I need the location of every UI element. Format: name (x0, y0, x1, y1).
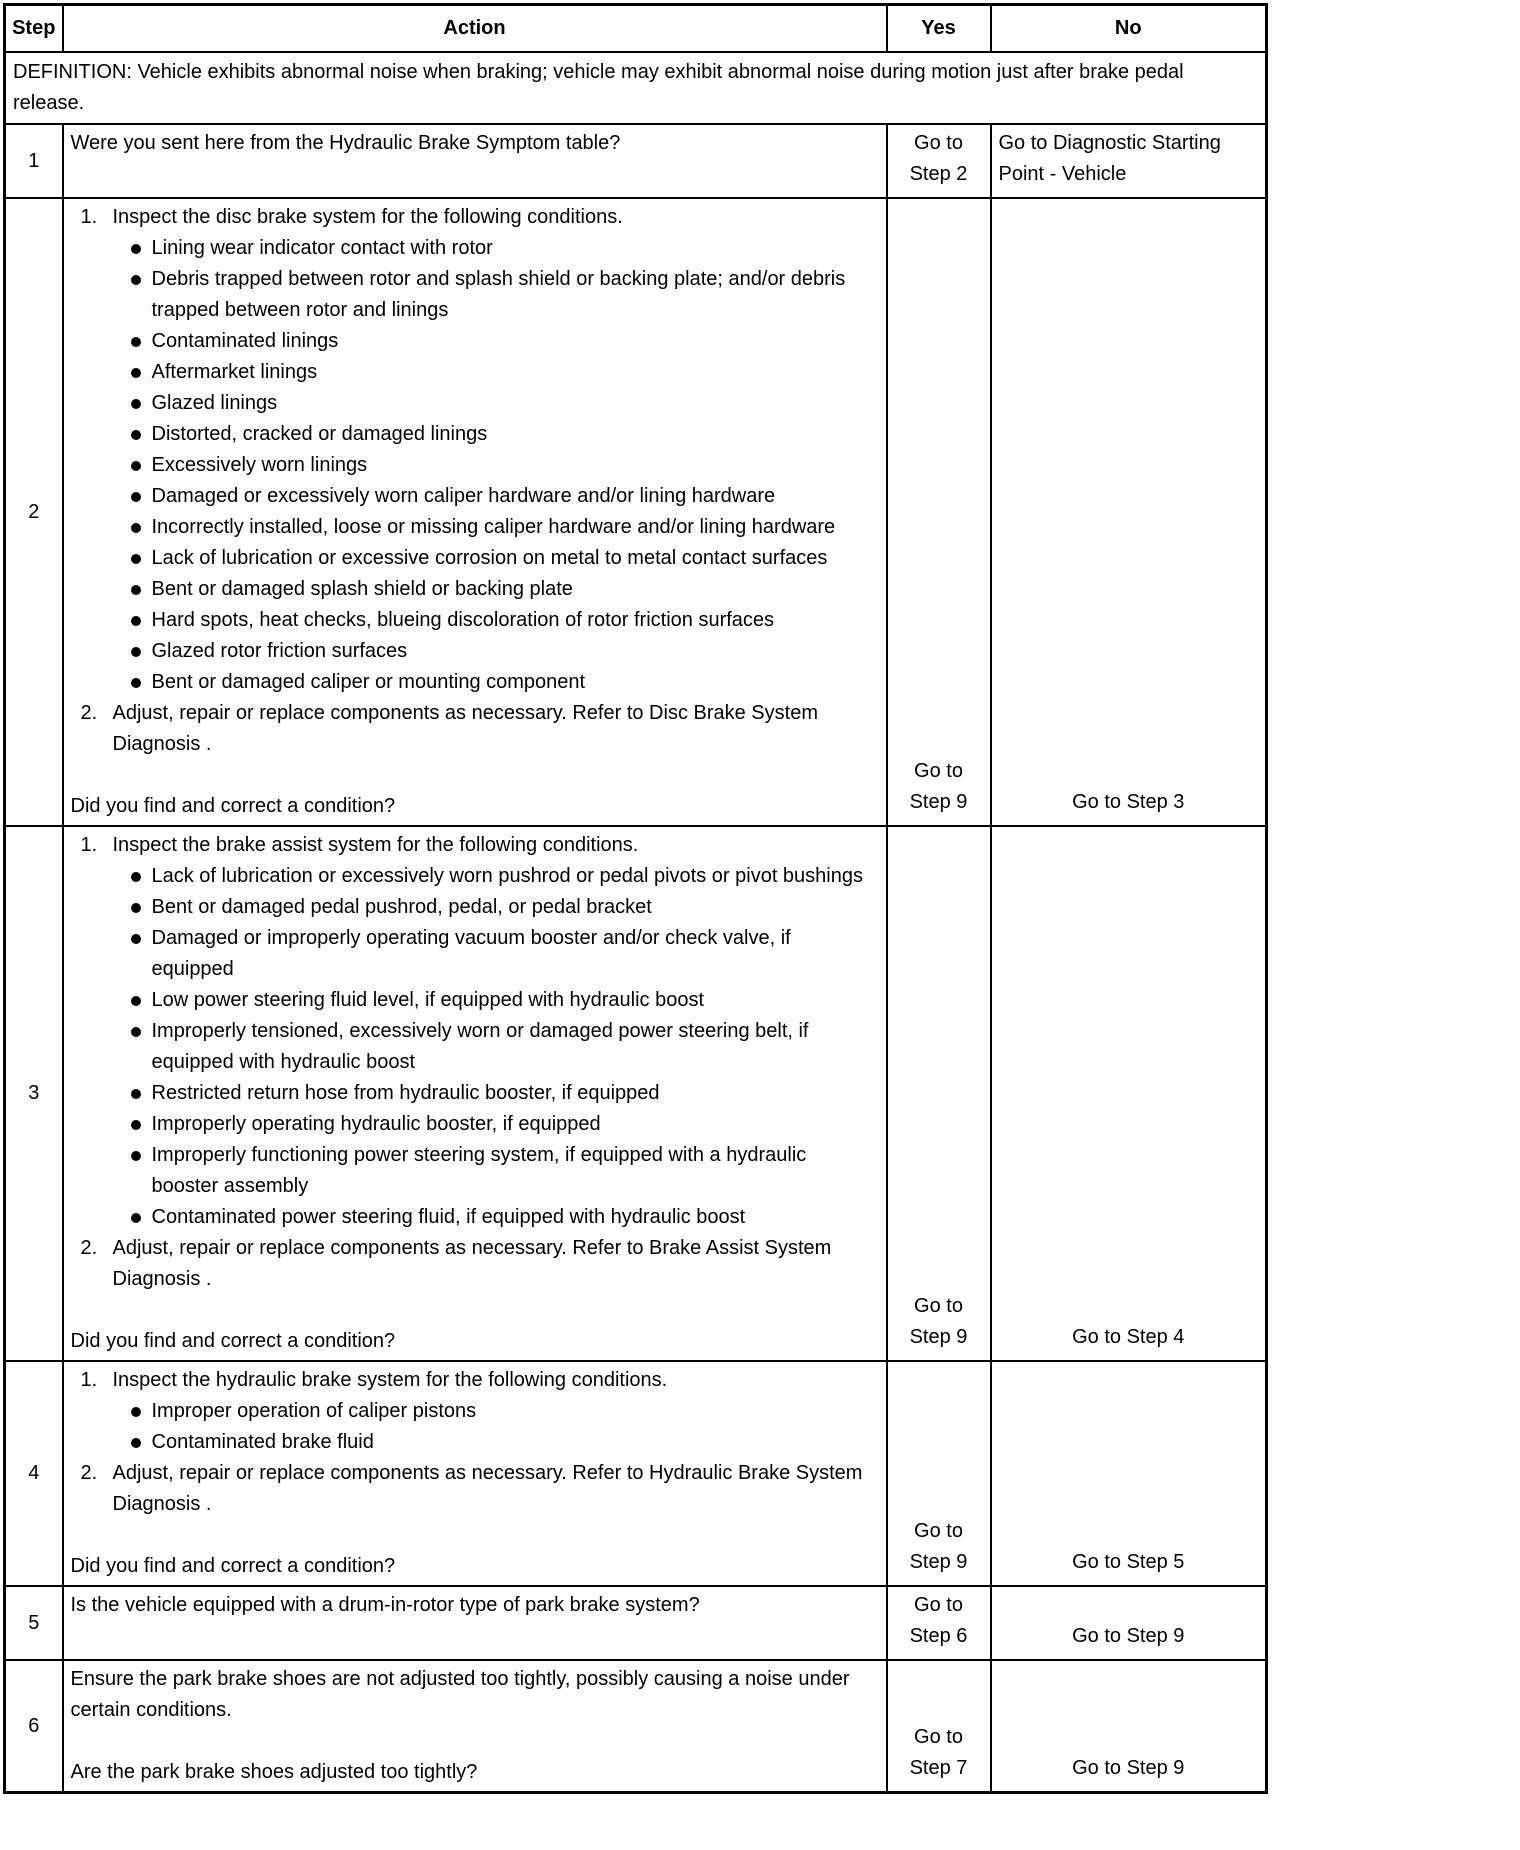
bullet-item (131, 419, 879, 450)
header-step: Step (5, 5, 63, 53)
question-text: Did you find and correct a condition? (70, 795, 396, 817)
bullet-text: Glazed linings (151, 392, 278, 414)
table-header-row (5, 5, 1267, 53)
no-cell: Go to Step 3 (991, 198, 1267, 826)
item-number: 2. (80, 702, 98, 724)
item-text: Adjust, repair or replace components as necessary. Refer to Disc Brake System Diagnosis . (112, 702, 818, 755)
bullet-item (131, 1109, 879, 1140)
no-cell: Go to Diagnostic Starting Point - Vehicle (991, 124, 1267, 198)
action-cell (63, 1660, 887, 1793)
bullet-text: Restricted return hose from hydraulic booster, if equipped (151, 1082, 660, 1104)
step-cell: 2 (5, 198, 63, 826)
bullet-marker-icon (131, 554, 141, 564)
table-row (5, 826, 1267, 1361)
bullet-marker-icon (131, 368, 141, 378)
step-cell: 4 (5, 1361, 63, 1586)
table-row (5, 198, 1267, 826)
no-cell: Go to Step 5 (991, 1361, 1267, 1586)
bullet-marker-icon (131, 585, 141, 595)
bullet-item (131, 388, 879, 419)
bullet-marker-icon (131, 1027, 141, 1037)
table-row (5, 124, 1267, 198)
item-number: 2. (80, 1462, 98, 1484)
bullet-text: Damaged or excessively worn caliper hardware and/or lining hardware (151, 485, 776, 507)
definition-row (5, 52, 1267, 124)
action-cell (63, 1586, 887, 1660)
bullet-item (131, 481, 879, 512)
item-text: Inspect the brake assist system for the following conditions. (112, 834, 639, 856)
table-row (5, 1361, 1267, 1586)
numbered-item (81, 830, 879, 861)
step-cell: 3 (5, 826, 63, 1361)
bullet-item (131, 574, 879, 605)
bullet-item (131, 985, 879, 1016)
bullet-text: Lack of lubrication or excessive corrosion on metal to metal contact surfaces (151, 547, 828, 569)
bullet-text: Contaminated linings (151, 330, 339, 352)
action-text: Is the vehicle equipped with a drum-in-rotor type of park brake system? (70, 1594, 700, 1616)
bullet-item (131, 233, 879, 264)
bullet-marker-icon (131, 337, 141, 347)
table-row (5, 1586, 1267, 1660)
question-text: Did you find and correct a condition? (70, 1330, 396, 1352)
bullet-item (131, 667, 879, 698)
bullet-text: Improperly operating hydraulic booster, if equipped (151, 1113, 601, 1135)
bullet-marker-icon (131, 903, 141, 913)
bullet-text: Damaged or improperly operating vacuum booster and/or check valve, if equipped (151, 927, 791, 980)
bullet-item (131, 923, 879, 985)
header-yes: Yes (887, 5, 991, 53)
action-text: Were you sent here from the Hydraulic Brake Symptom table? (70, 132, 621, 154)
no-cell: Go to Step 4 (991, 826, 1267, 1361)
step-cell: 6 (5, 1660, 63, 1793)
bullet-marker-icon (131, 1089, 141, 1099)
bullet-text: Improperly functioning power steering system, if equipped with a hydraulic booster assembly (151, 1144, 807, 1197)
bullet-text: Incorrectly installed, loose or missing caliper hardware and/or lining hardware (151, 516, 836, 538)
bullet-marker-icon (131, 934, 141, 944)
bullet-text: Debris trapped between rotor and splash shield or backing plate; and/or debris trapped between rotor and linings (151, 268, 846, 321)
bullet-marker-icon (131, 647, 141, 657)
action-cell (63, 198, 887, 826)
bullet-item (131, 892, 879, 923)
action-cell (63, 124, 887, 198)
bullet-item (131, 512, 879, 543)
yes-cell: Go to Step 9 (887, 198, 991, 826)
header-no: No (991, 5, 1267, 53)
question-text: Did you find and correct a condition? (70, 1555, 396, 1577)
yes-cell: Go to Step 9 (887, 826, 991, 1361)
yes-cell: Go to Step 6 (887, 1586, 991, 1660)
no-cell: Go to Step 9 (991, 1660, 1267, 1793)
bullet-text: Glazed rotor friction surfaces (151, 640, 408, 662)
bullet-marker-icon (131, 1120, 141, 1130)
bullet-item (131, 1427, 879, 1458)
bullet-marker-icon (131, 430, 141, 440)
bullet-marker-icon (131, 461, 141, 471)
bullet-item (131, 326, 879, 357)
bullet-item (131, 636, 879, 667)
bullet-item (131, 1078, 879, 1109)
bullet-marker-icon (131, 492, 141, 502)
table-header (5, 5, 1267, 53)
bullet-item (131, 1140, 879, 1202)
bullet-marker-icon (131, 244, 141, 254)
yes-cell: Go to Step 2 (887, 124, 991, 198)
numbered-item (81, 1233, 879, 1295)
yes-cell: Go to Step 9 (887, 1361, 991, 1586)
bullet-item (131, 605, 879, 636)
bullet-item (131, 1396, 879, 1427)
bullet-marker-icon (131, 399, 141, 409)
yes-cell: Go to Step 7 (887, 1660, 991, 1793)
item-number: 1. (80, 834, 98, 856)
no-cell: Go to Step 9 (991, 1586, 1267, 1660)
bullet-text: Bent or damaged splash shield or backing plate (151, 578, 573, 600)
bullet-marker-icon (131, 1151, 141, 1161)
question-text: Are the park brake shoes adjusted too tightly? (70, 1761, 478, 1783)
bullet-item (131, 450, 879, 481)
action-cell (63, 826, 887, 1361)
bullet-text: Lining wear indicator contact with rotor (151, 237, 493, 259)
bullet-text: Contaminated power steering fluid, if equipped with hydraulic boost (151, 1206, 746, 1228)
item-number: 1. (80, 1369, 98, 1391)
bullet-item (131, 543, 879, 574)
bullet-marker-icon (131, 616, 141, 626)
item-text: Adjust, repair or replace components as necessary. Refer to Hydraulic Brake System Diagnosis . (112, 1462, 863, 1515)
item-text: Inspect the disc brake system for the following conditions. (112, 206, 623, 228)
bullet-text: Contaminated brake fluid (151, 1431, 374, 1453)
header-action: Action (63, 5, 887, 53)
bullet-marker-icon (131, 523, 141, 533)
bullet-marker-icon (131, 1213, 141, 1223)
bullet-text: Distorted, cracked or damaged linings (151, 423, 488, 445)
step-cell: 5 (5, 1586, 63, 1660)
bullet-marker-icon (131, 1407, 141, 1417)
numbered-item (81, 1365, 879, 1396)
item-number: 1. (80, 206, 98, 228)
bullet-text: Improperly tensioned, excessively worn or damaged power steering belt, if equipped with hydraulic boost (151, 1020, 809, 1073)
item-text: Adjust, repair or replace components as necessary. Refer to Brake Assist System Diagnosis . (112, 1237, 832, 1290)
bullet-text: Hard spots, heat checks, blueing discoloration of rotor friction surfaces (151, 609, 775, 631)
bullet-item (131, 1016, 879, 1078)
bullet-marker-icon (131, 1438, 141, 1448)
action-text: Ensure the park brake shoes are not adjusted too tightly, possibly causing a noise under certain conditions. (70, 1668, 850, 1721)
numbered-item (81, 698, 879, 760)
table-body (5, 52, 1267, 1793)
bullet-marker-icon (131, 872, 141, 882)
bullet-marker-icon (131, 678, 141, 688)
action-cell (63, 1361, 887, 1586)
bullet-text: Lack of lubrication or excessively worn pushrod or pedal pivots or pivot bushings (151, 865, 863, 887)
diagnostic-table (3, 3, 1268, 1794)
bullet-marker-icon (131, 996, 141, 1006)
bullet-text: Aftermarket linings (151, 361, 318, 383)
numbered-item (81, 1458, 879, 1520)
definition-text: DEFINITION: Vehicle exhibits abnormal noise when braking; vehicle may exhibit abnormal noise during motion just after brake pedal release. (5, 52, 1267, 124)
numbered-item (81, 202, 879, 233)
bullet-text: Bent or damaged caliper or mounting component (151, 671, 586, 693)
bullet-text: Low power steering fluid level, if equipped with hydraulic boost (151, 989, 705, 1011)
step-cell: 1 (5, 124, 63, 198)
item-number: 2. (80, 1237, 98, 1259)
bullet-marker-icon (131, 275, 141, 285)
bullet-item (131, 357, 879, 388)
bullet-item (131, 1202, 879, 1233)
bullet-item (131, 861, 879, 892)
bullet-item (131, 264, 879, 326)
bullet-text: Improper operation of caliper pistons (151, 1400, 477, 1422)
table-row (5, 1660, 1267, 1793)
item-text: Inspect the hydraulic brake system for the following conditions. (112, 1369, 668, 1391)
bullet-text: Bent or damaged pedal pushrod, pedal, or pedal bracket (151, 896, 652, 918)
bullet-text: Excessively worn linings (151, 454, 368, 476)
